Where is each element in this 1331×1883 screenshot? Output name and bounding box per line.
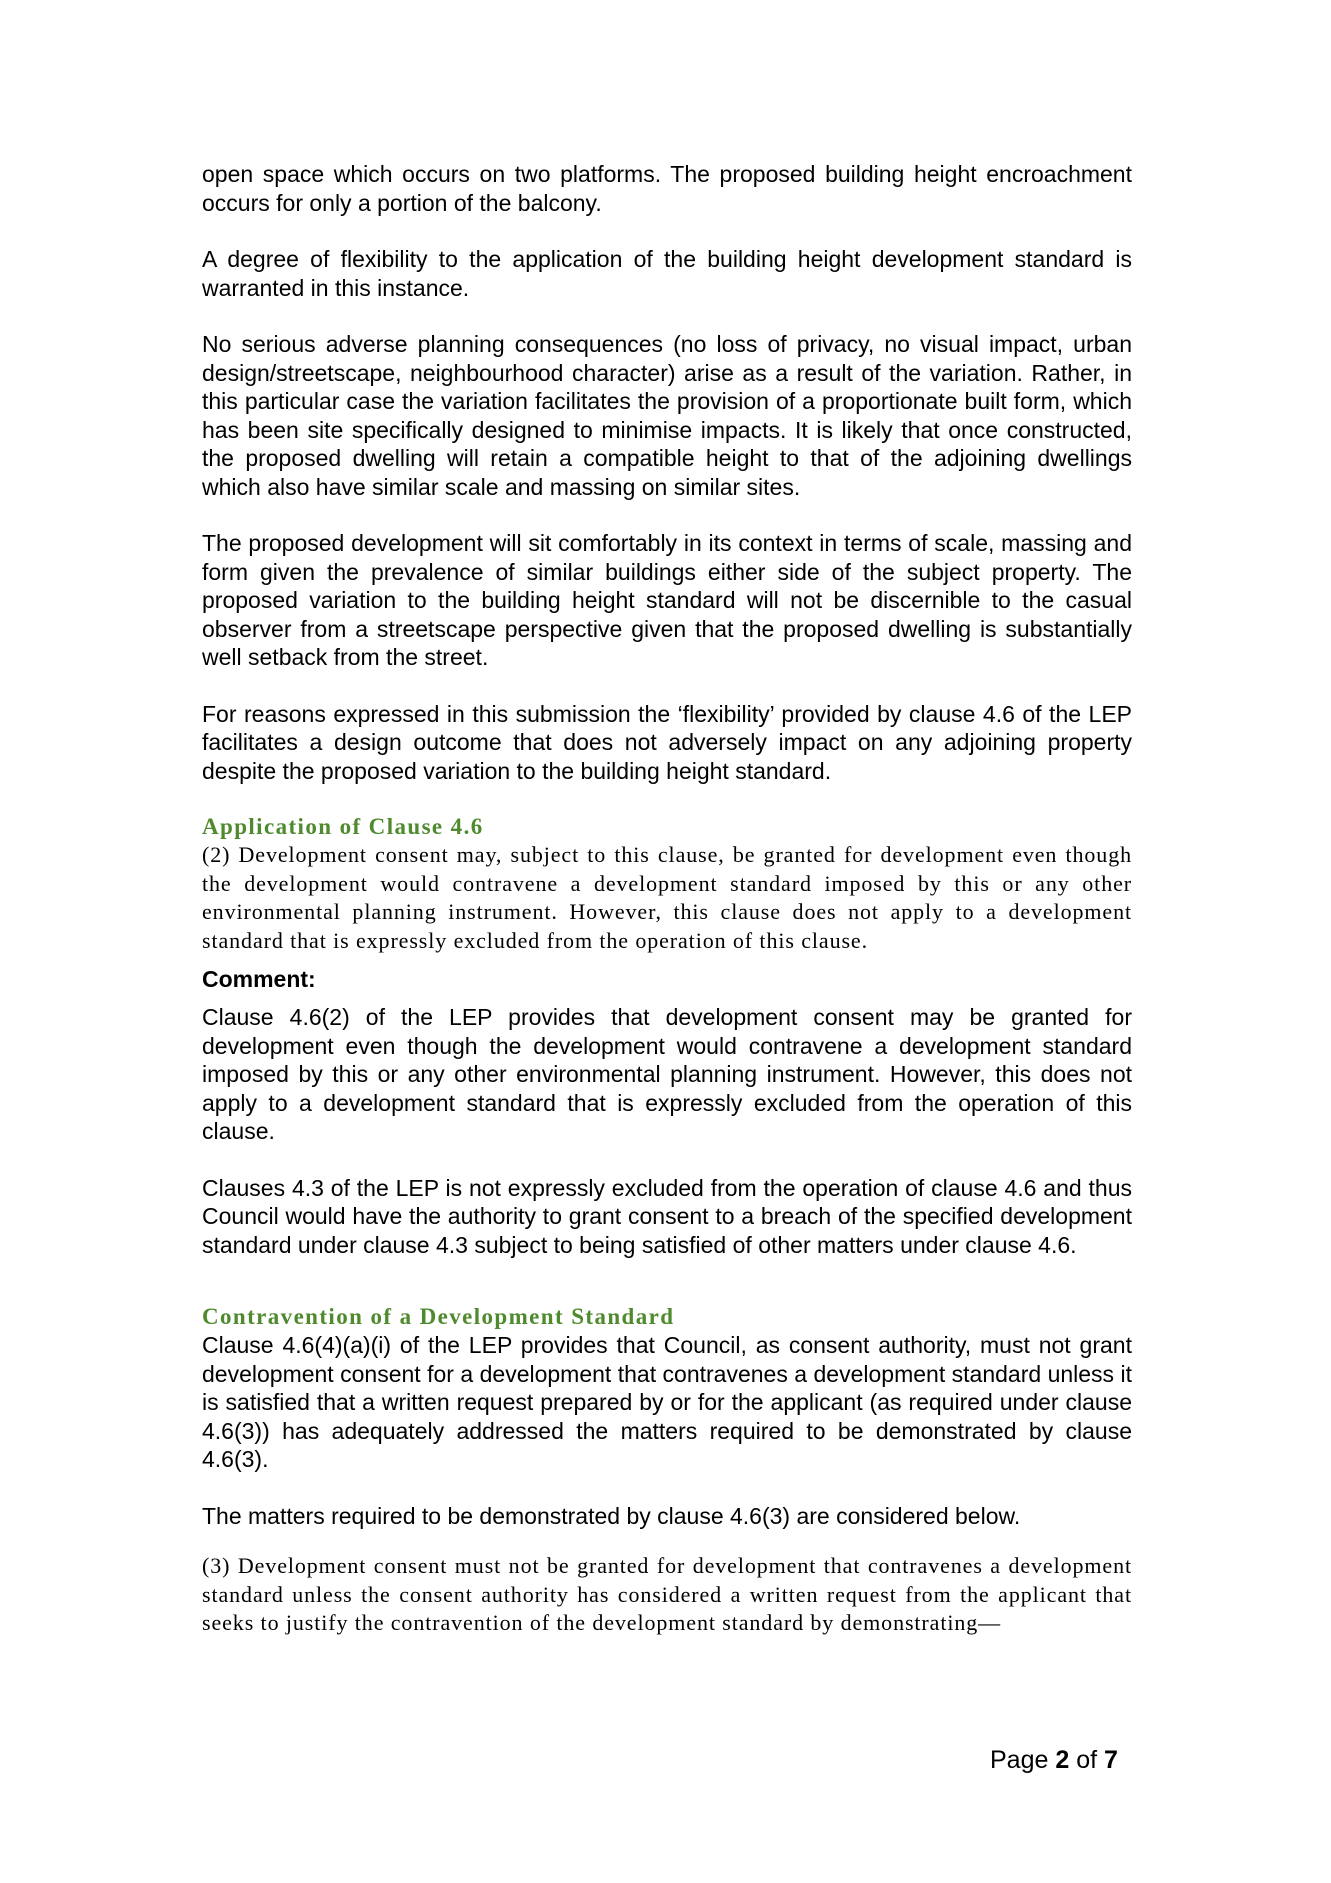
section-heading: Application of Clause 4.6 xyxy=(202,814,484,839)
paragraph: The proposed development will sit comfortably in its context in terms of scale, massing and form given the prevalence of similar buildings either side of the subject property. The proposed variation to the building height standard will not be discernible to the casual observer from a streetscape perspective given that the proposed dwelling is substantially well setback from the street. xyxy=(202,530,1132,670)
paragraph: Clause 4.6(4)(a)(i) of the LEP provides that Council, as consent authority, must not grant development consent for a development that contravenes a development standard unless it is satisfied that a written request prepared by or for the applicant (as required under clause 4.6(3)) has adequately addressed the matters required to be demonstrated by clause 4.6(3). xyxy=(202,1332,1132,1472)
page-current: 2 xyxy=(1055,1746,1070,1774)
page-number xyxy=(990,1746,1118,1775)
section-contravention xyxy=(202,1303,1132,1638)
paragraph: A degree of flexibility to the application of the building height development standard is warranted in this instance. xyxy=(202,246,1132,301)
legislation-quote: (2) Development consent may, subject to this clause, be granted for development even though the development would contravene a development standard imposed by this or any other environmental planning instrument. However, this clause does not apply to a development standard that is expressly excluded from the operation of this clause. xyxy=(202,842,1132,953)
paragraph: Clause 4.6(2) of the LEP provides that development consent may be granted for development even though the development would contravene a development standard imposed by this or any other environmental planning instrument. However, this does not apply to a development standard that is expressly excluded from the operation of this clause. xyxy=(202,1004,1132,1144)
section-application-of-clause xyxy=(202,813,1132,1259)
paragraph: The matters required to be demonstrated by clause 4.6(3) are considered below. xyxy=(202,1502,1021,1529)
page-of: of xyxy=(1076,1746,1098,1774)
page-total: 7 xyxy=(1104,1746,1118,1774)
paragraph: Clauses 4.3 of the LEP is not expressly excluded from the operation of clause 4.6 and thus Council would have the authority to grant consent to a breach of the specified development standard under clause 4.3 subject to being satisfied of other matters under clause 4.6. xyxy=(202,1174,1132,1258)
legislation-quote: (3) Development consent must not be granted for development that contravenes a development standard unless the consent authority has considered a written request from the applicant that seeks to justify the contravention of the development standard by demonstrating— xyxy=(202,1553,1132,1635)
paragraph: No serious adverse planning consequences (no loss of privacy, no visual impact, urban design/streetscape, neighbourhood character) arise as a result of the variation. Rather, in this particular case the variation facilitates the provision of a proportionate built form, which has been site specifically designed to minimise impacts. It is likely that once constructed, the proposed dwelling will retain a compatible height to that of the adjoining dwellings which also have similar scale and massing on similar sites. xyxy=(202,331,1132,500)
paragraph: For reasons expressed in this submission the ‘flexibility’ provided by clause 4.6 of the LEP facilitates a design outcome that does not adversely impact on any adjoining property despite the proposed variation to the building height standard. xyxy=(202,700,1132,784)
document-page xyxy=(202,160,1132,1638)
comment-label: Comment: xyxy=(202,966,316,992)
page-label: Page xyxy=(990,1746,1049,1774)
paragraph: open space which occurs on two platforms. The proposed building height encroachment occurs for only a portion of the balcony. xyxy=(202,161,1132,216)
section-heading: Contravention of a Development Standard xyxy=(202,1304,675,1329)
